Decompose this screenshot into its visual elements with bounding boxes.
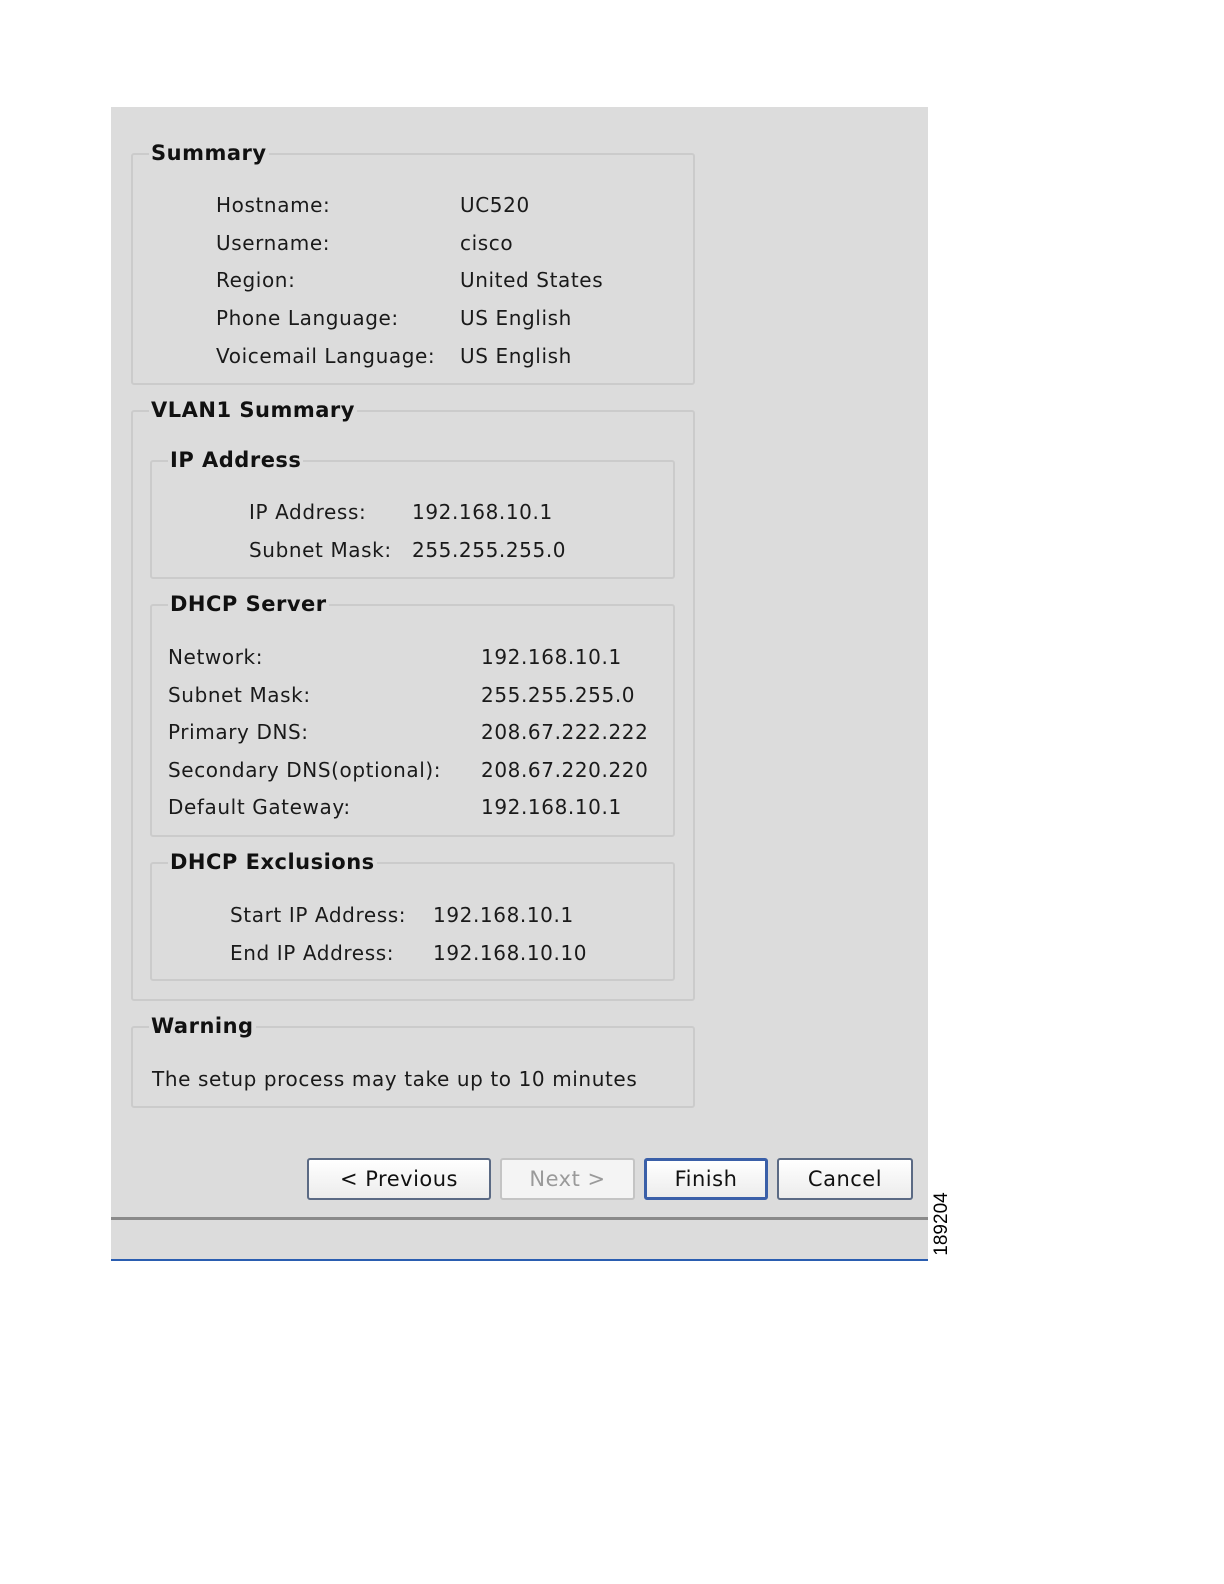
summary-legend: Summary: [151, 141, 267, 165]
default-gateway-value: 192.168.10.1: [481, 795, 622, 819]
warning-legend: Warning: [151, 1014, 254, 1038]
primary-dns-label: Primary DNS:: [168, 720, 309, 744]
ip-address-group: [150, 448, 675, 579]
end-ip-label: End IP Address:: [230, 941, 395, 965]
primary-dns-value: 208.67.222.222: [481, 720, 649, 744]
secondary-dns-label: Secondary DNS(optional):: [168, 758, 442, 782]
cancel-button[interactable]: Cancel: [777, 1158, 913, 1200]
previous-button[interactable]: < Previous: [307, 1158, 491, 1200]
voicemail-language-value: US English: [460, 344, 572, 368]
start-ip-label: Start IP Address:: [230, 903, 407, 927]
ip-address-label: IP Address:: [249, 500, 367, 524]
username-value: cisco: [460, 231, 514, 255]
summary-group: [131, 141, 695, 385]
region-value: United States: [460, 268, 604, 292]
phone-language-value: US English: [460, 306, 572, 330]
next-button[interactable]: Next >: [500, 1158, 635, 1200]
warning-group: [131, 1014, 695, 1108]
dhcp-subnet-mask-value: 255.255.255.0: [481, 683, 636, 707]
figure-id: 189204: [931, 1192, 952, 1256]
hostname-value: UC520: [460, 193, 530, 217]
dhcp-server-legend: DHCP Server: [170, 592, 327, 616]
end-ip-value: 192.168.10.10: [433, 941, 588, 965]
ip-address-legend: IP Address: [170, 448, 302, 472]
phone-language-label: Phone Language:: [216, 306, 399, 330]
dhcp-subnet-mask-label: Subnet Mask:: [168, 683, 311, 707]
default-gateway-label: Default Gateway:: [168, 795, 351, 819]
warning-text: The setup process may take up to 10 minutes: [152, 1067, 638, 1091]
status-bar: [111, 1217, 928, 1261]
dhcp-exclusions-legend: DHCP Exclusions: [170, 850, 375, 874]
username-label: Username:: [216, 231, 331, 255]
hostname-label: Hostname:: [216, 193, 331, 217]
voicemail-language-label: Voicemail Language:: [216, 344, 436, 368]
dhcp-exclusions-group: [150, 850, 675, 981]
ip-address-value: 192.168.10.1: [412, 500, 553, 524]
subnet-mask-label: Subnet Mask:: [249, 538, 392, 562]
start-ip-value: 192.168.10.1: [433, 903, 574, 927]
dhcp-network-label: Network:: [168, 645, 264, 669]
dhcp-network-value: 192.168.10.1: [481, 645, 622, 669]
dhcp-server-group: [150, 592, 675, 837]
subnet-mask-value: 255.255.255.0: [412, 538, 567, 562]
vlan1-summary-legend: VLAN1 Summary: [151, 398, 355, 422]
region-label: Region:: [216, 268, 296, 292]
secondary-dns-value: 208.67.220.220: [481, 758, 649, 782]
finish-button[interactable]: Finish: [644, 1158, 768, 1200]
